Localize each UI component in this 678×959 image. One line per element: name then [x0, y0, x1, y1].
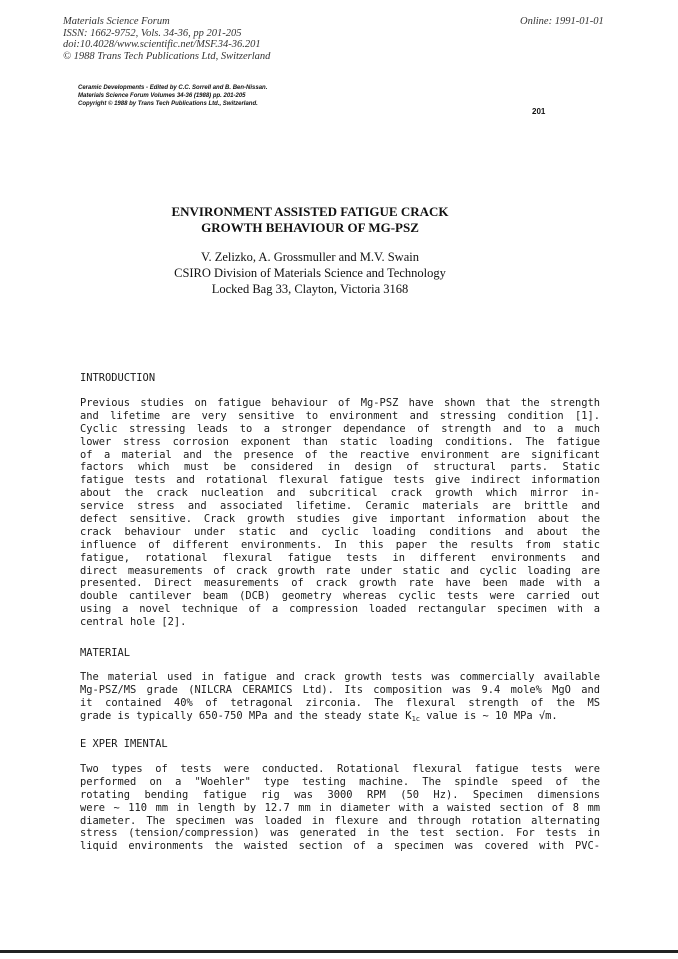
- citation-block: [63, 16, 270, 62]
- author-affiliation: CSIRO Division of Materials Science and Technology: [174, 266, 446, 280]
- introduction-paragraph: [80, 397, 600, 629]
- doi-link[interactable]: doi:10.4028/www.scientific.net/MSF.34-36.201: [63, 39, 261, 50]
- paragraph-line: liquid environments the waisted section of a specimen was covered with PVC-: [80, 840, 600, 853]
- paragraph-line: presented. Direct measurements of crack growth rate have been made with a: [80, 577, 600, 590]
- author-block: [100, 249, 520, 297]
- online-date: Online: 1991-01-01: [520, 16, 604, 27]
- paragraph-line: of a material and the presence of the reactive environment are significant: [80, 448, 600, 461]
- paragraph-line: and lifetime are very sensitive to environment and stressing condition [1].: [80, 409, 600, 422]
- author-names: V. Zelizko, A. Grossmuller and M.V. Swain: [201, 250, 419, 264]
- page-number: 201: [532, 107, 546, 116]
- credits-line: Ceramic Developments - Edited by C.C. Sorrell and B. Ben-Nissan.: [78, 85, 268, 91]
- paragraph-line: direct measurements of crack growth rate under static and cyclic loading are: [80, 564, 600, 577]
- journal-name: Materials Science Forum: [63, 16, 170, 27]
- paragraph-line: Two types of tests were conducted. Rotational flexural fatigue tests were: [80, 763, 600, 775]
- paragraph-line: fatigue, rotational flexural fatigue tests in different environments and: [80, 551, 600, 564]
- paragraph-line: central hole [2].: [80, 616, 187, 629]
- title-line: ENVIRONMENT ASSISTED FATIGUE CRACK: [171, 204, 449, 219]
- paragraph-line: were ~ 110 mm in length by 12.7 mm in diameter with a waisted section of 8 mm: [80, 801, 600, 814]
- section-heading-introduction: INTRODUCTION: [80, 372, 156, 384]
- paragraph-line: fatigue tests and rotational flexural fatigue tests give indirect information: [80, 474, 600, 487]
- paragraph-line: Mg-PSZ/MS grade (NILCRA CERAMICS Ltd). Its composition was 9.4 mole% MgO and: [80, 683, 600, 696]
- edition-credits: [78, 84, 267, 108]
- line-text: grade is typically 650-750 MPa and the steady state K: [80, 709, 412, 722]
- paragraph-line: lower stress corrosion exponent than static loading conditions. The fatigue: [80, 435, 600, 448]
- issn-line: ISSN: 1662-9752, Vols. 34-36, pp 201-205: [63, 27, 242, 39]
- author-address: Locked Bag 33, Clayton, Victoria 3168: [211, 282, 409, 296]
- section-heading-material: MATERIAL: [80, 647, 131, 659]
- paragraph-line: about the crack nucleation and subcritical crack growth which mirror in-: [80, 487, 600, 500]
- paper-title: [100, 204, 520, 236]
- paragraph-line: double cantilever beam (DCB) geometry whereas cyclic tests were carried out: [80, 590, 600, 603]
- paragraph-line: [80, 710, 600, 723]
- material-paragraph: [80, 671, 600, 723]
- paragraph-line: service stress and associated lifetime. Ceramic materials are brittle and: [80, 500, 600, 513]
- credits-line: Copyright © 1988 by Trans Tech Publications Ltd., Switzerland.: [78, 101, 258, 107]
- paragraph-line: stress (tension/compression) was generated in the test section. For tests in: [80, 827, 600, 840]
- experimental-paragraph: [80, 763, 600, 853]
- paragraph-line: using a novel technique of a compression loaded rectangular specimen with a: [80, 603, 600, 616]
- paragraph-line: The material used in fatigue and crack growth tests was commercially available: [80, 671, 600, 683]
- paragraph-line: Previous studies on fatigue behaviour of Mg-PSZ have shown that the strength: [80, 397, 600, 409]
- paragraph-line: influence of different environments. In this paper the results from static: [80, 538, 600, 551]
- page-bottom-rule: [0, 950, 678, 953]
- paragraph-line: performed on a "Woehler" type testing machine. The spindle speed of the: [80, 775, 600, 788]
- section-heading-experimental: E XPER IMENTAL: [80, 738, 168, 750]
- credits-line: Materials Science Forum Volumes 34-36 (1988) pp. 201-205: [78, 93, 246, 99]
- paragraph-line: defect sensitive. Crack growth studies give important information about the: [80, 513, 600, 526]
- paragraph-line: diameter. The specimen was loaded in flexure and through rotation alternating: [80, 814, 600, 827]
- paragraph-line: factors which must be considered in design of structural parts. Static: [80, 461, 600, 474]
- paragraph-line: it contained 40% of tetragonal zirconia. The flexural strength of the MS: [80, 696, 600, 709]
- paragraph-line: Cyclic stressing leads to a stronger dependance of strength and to a much: [80, 422, 600, 435]
- line-text: value is ~ 10 MPa √m.: [420, 709, 558, 722]
- title-line: GROWTH BEHAVIOUR OF MG-PSZ: [201, 220, 419, 235]
- paragraph-line: crack behaviour under static and cyclic loading conditions and about the: [80, 525, 600, 538]
- copyright-line: © 1988 Trans Tech Publications Ltd, Switzerland: [63, 50, 271, 62]
- k1c-subscript: 1c: [411, 714, 420, 723]
- paragraph-line: rotating bending fatigue rig was 3000 RPM (50 Hz). Specimen dimensions: [80, 788, 600, 801]
